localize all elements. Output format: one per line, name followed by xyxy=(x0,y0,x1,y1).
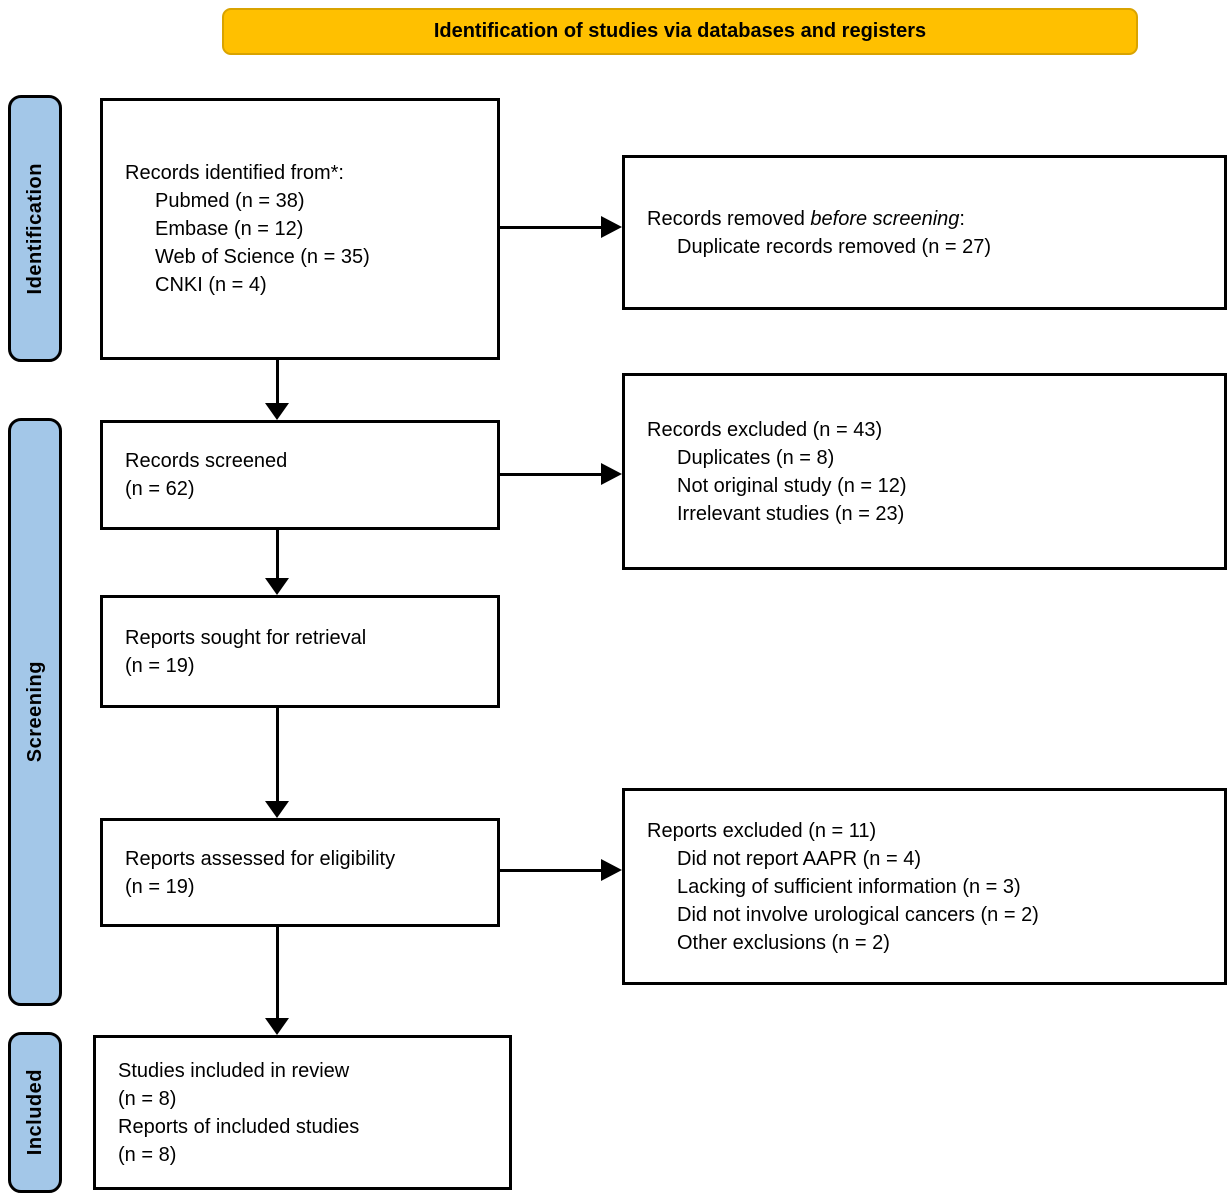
excluded-other-item: Other exclusions (n = 2) xyxy=(677,931,890,954)
records-identified-heading: Records identified from*: xyxy=(125,162,344,184)
excluded-not-urological-item: Did not involve urological cancers (n = 2) xyxy=(677,903,1039,926)
arrow-line xyxy=(276,530,279,578)
studies-included-line1: Studies included in review xyxy=(118,1059,350,1082)
reports-assessed-line2: (n = 19) xyxy=(125,875,195,898)
arrow-line xyxy=(500,473,601,476)
excluded-no-aapr-item: Did not report AAPR (n = 4) xyxy=(677,847,922,870)
reports-excluded-box xyxy=(622,788,1227,985)
excluded-not-original-item: Not original study (n = 12) xyxy=(677,474,907,497)
identified-source-embase: Embase (n = 12) xyxy=(155,218,304,240)
reports-assessed-line1: Reports assessed for eligibility xyxy=(125,847,396,870)
records-removed-heading-prefix: Records removed xyxy=(647,207,811,230)
excluded-insufficient-info-item: Lacking of sufficient information (n = 3) xyxy=(677,875,1021,898)
arrow-assessed-to-excluded xyxy=(500,859,622,881)
reports-excluded-heading: Reports excluded (n = 11) xyxy=(647,819,877,842)
arrow-line xyxy=(500,869,601,872)
duplicates-removed-item: Duplicate records removed (n = 27) xyxy=(677,235,992,258)
identified-source-wos: Web of Science (n = 35) xyxy=(155,246,370,268)
stage-included xyxy=(8,1032,62,1193)
reports-sought-line2: (n = 19) xyxy=(125,654,195,677)
arrow-line xyxy=(276,927,279,1018)
excluded-duplicates-item: Duplicates (n = 8) xyxy=(677,446,835,469)
stage-identification xyxy=(8,95,62,362)
records-excluded-box xyxy=(622,373,1227,570)
arrow-line xyxy=(276,360,279,403)
stage-included-label: Included xyxy=(23,1069,46,1156)
reports-assessed-box xyxy=(100,818,500,927)
records-screened-line1: Records screened xyxy=(125,450,288,472)
studies-included-line2: (n = 8) xyxy=(118,1087,177,1110)
arrow-head-down-icon xyxy=(265,403,289,420)
arrow-head-right-icon xyxy=(601,463,622,485)
arrow-head-down-icon xyxy=(265,801,289,818)
stage-screening xyxy=(8,418,62,1006)
studies-included-line4: (n = 8) xyxy=(118,1143,177,1166)
arrow-screened-to-sought xyxy=(265,530,289,595)
records-removed-heading xyxy=(647,205,1210,233)
excluded-irrelevant-item: Irrelevant studies (n = 23) xyxy=(677,502,905,525)
diagram-title: Identification of studies via databases and registers xyxy=(433,20,927,42)
reports-sought-line1: Reports sought for retrieval xyxy=(125,626,367,649)
arrow-line xyxy=(500,226,601,229)
identified-source-pubmed: Pubmed (n = 38) xyxy=(155,190,305,212)
records-excluded-heading: Records excluded (n = 43) xyxy=(647,418,883,441)
arrow-head-right-icon xyxy=(601,216,622,238)
arrow-line xyxy=(276,708,279,801)
records-screened-line2: (n = 62) xyxy=(125,478,195,500)
arrow-identified-to-screened xyxy=(265,360,289,420)
records-removed-heading-suffix: : xyxy=(959,207,965,230)
arrow-head-right-icon xyxy=(601,859,622,881)
identified-source-cnki: CNKI (n = 4) xyxy=(155,274,267,296)
arrow-head-down-icon xyxy=(265,1018,289,1035)
arrow-sought-to-assessed xyxy=(265,708,289,818)
reports-sought-box xyxy=(100,595,500,708)
stage-identification-label: Identification xyxy=(23,162,46,295)
records-screened-box xyxy=(100,420,500,530)
studies-included-box xyxy=(93,1035,512,1190)
arrow-screened-to-excluded xyxy=(500,463,622,485)
records-removed-box xyxy=(622,155,1227,310)
stage-screening-label: Screening xyxy=(23,661,46,763)
title-banner xyxy=(222,8,1138,55)
records-identified-box xyxy=(100,98,500,360)
records-removed-heading-italic: before screening xyxy=(810,207,960,230)
studies-included-line3: Reports of included studies xyxy=(118,1115,360,1138)
arrow-head-down-icon xyxy=(265,578,289,595)
arrow-assessed-to-included xyxy=(265,927,289,1035)
arrow-identified-to-removed xyxy=(500,216,622,238)
